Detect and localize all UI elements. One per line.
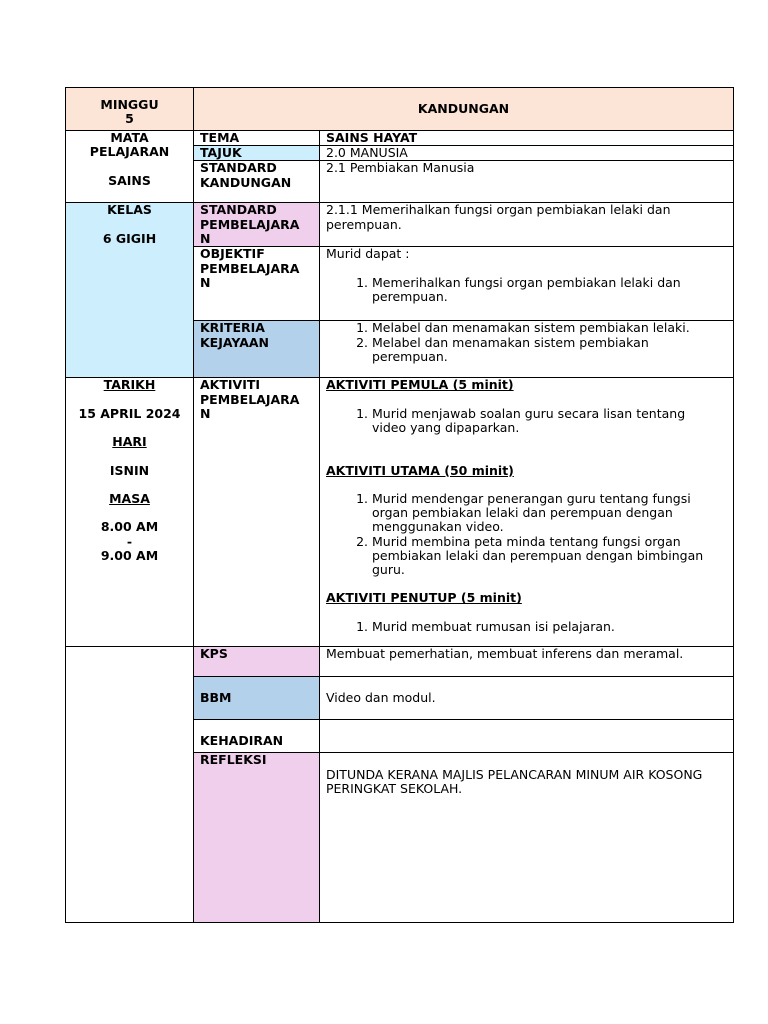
kriteria-label [194,321,320,378]
list-item [372,276,727,304]
bbm-value: Video dan modul. [320,677,734,720]
class-value: 6 GIGIH [102,230,157,246]
hari-label: HARI [112,434,147,450]
list-item-line: 1. Murid membuat rumusan isi pelajaran. [372,618,615,634]
list-item-line: perempuan. [372,348,448,364]
tema-label: TEMA [194,131,320,146]
standard-pembelajaran-row [66,203,734,247]
class-cell [66,203,194,378]
objektif-list [326,276,727,304]
sp-label-3: N [200,230,211,246]
list-item-line: 2. Murid membina peta minda tentang fungsi organ [372,533,681,549]
kehadiran-value [320,720,734,753]
objektif-label [194,247,320,321]
lesson-plan-table [65,87,734,923]
pemula-list [326,407,727,435]
sk-label-1: STANDARD [200,160,277,176]
subject-value: SAINS [108,172,151,188]
content-header: KANDUNGAN [194,88,734,131]
kriteria-label-2: KEJAYAAN [200,334,270,350]
kps-value: Membuat pemerhatian, membuat inferens dan meramal. [320,647,734,677]
standard-pembelajaran-value [320,203,734,247]
week-label: MINGGU [100,96,159,112]
kriteria-list [326,321,727,364]
kps-row [66,647,734,677]
akt-label-1: AKTIVITI [200,377,261,393]
list-item-line: video yang dipaparkan. [372,420,520,435]
header-row [66,88,734,131]
objektif-intro: Murid dapat : [326,246,410,262]
schedule-cell [66,378,194,647]
list-item-line: 1. Memerihalkan fungsi organ pembiakan lelaki dan [372,274,681,290]
list-item-line: pembiakan lelaki dan perempuan dengan bimbingan [372,547,704,563]
subject-cell [66,131,194,203]
tema-value: SAINS HAYAT [320,131,734,146]
tarikh-label: TARIKH [103,377,156,393]
list-item-line: 2. Melabel dan menamakan sistem pembiakan [372,334,649,350]
standard-kandungan-value: 2.1 Pembiakan Manusia [320,161,734,203]
obj-label-2: PEMBELAJARA [200,260,300,276]
list-item-line: 1. Melabel dan menamakan sistem pembiakan lelaki. [372,320,690,336]
tema-row [66,131,734,146]
bbm-label: BBM [194,677,320,720]
refleksi-value [320,753,734,923]
list-item [372,535,727,578]
empty-cell [66,647,194,923]
list-item [372,620,727,634]
subject-label-1: MATA [110,130,149,145]
list-item [372,492,727,535]
akt-label-3: N [200,405,211,421]
masa-start: 8.00 AM [100,519,159,535]
list-item [372,407,727,435]
kehadiran-label: KEHADIRAN [194,720,320,753]
obj-label-1: OBJEKTIF [200,246,265,262]
week-number: 5 [125,111,134,126]
sp-label-1: STANDARD [200,202,277,218]
sp-label-2: PEMBELAJARA [200,216,300,232]
sk-label-2: KANDUNGAN [200,174,292,190]
refleksi-line-2: PERINGKAT SEKOLAH. [326,780,463,796]
list-item-line: menggunakan video. [372,519,504,535]
list-item-line: organ pembiakan lelaki dan perempuan dengan [372,505,673,521]
list-item-line: 1. Murid menjawab soalan guru secara lisan tentang [372,405,686,421]
subject-label-2: PELAJARAN [89,144,170,160]
list-item-line: 1. Murid mendengar penerangan guru tentang fungsi [372,490,691,506]
aktiviti-label [194,378,320,647]
class-label: KELAS [107,202,152,218]
objektif-value [320,247,734,321]
penutup-title: AKTIVITI PENUTUP (5 minit) [326,590,522,606]
hari-value: ISNIN [109,462,150,478]
list-item-line: perempuan. [372,289,448,304]
aktiviti-value [320,378,734,647]
refleksi-line-1: DITUNDA KERANA MAJLIS PELANCARAN MINUM AIR KOSONG [326,766,703,782]
standard-kandungan-label [194,161,320,203]
utama-list [326,492,727,577]
masa-end: 9.00 AM [100,547,159,563]
kps-label: KPS [194,647,320,677]
tajuk-label: TAJUK [194,146,320,161]
aktiviti-row [66,378,734,647]
utama-title: AKTIVITI UTAMA (50 minit) [326,462,514,478]
week-header [66,88,194,131]
akt-label-2: PEMBELAJARA [200,391,300,407]
tajuk-value: 2.0 MANUSIA [320,146,734,161]
list-item [372,336,727,364]
standard-pembelajaran-label [194,203,320,247]
kriteria-value [320,321,734,378]
masa-label: MASA [109,490,150,506]
masa-separator: - [126,533,133,549]
list-item-line: guru. [372,561,405,577]
tarikh-value: 15 APRIL 2024 [78,405,181,421]
obj-label-3: N [200,274,211,290]
pemula-title: AKTIVITI PEMULA (5 minit) [326,377,514,393]
penutup-list [326,620,727,634]
list-item [372,321,727,335]
refleksi-label: REFLEKSI [194,753,320,923]
sp-line-2: perempuan. [326,216,402,232]
sp-line-1: 2.1.1 Memerihalkan fungsi organ pembiakan lelaki dan [326,202,671,218]
kriteria-label-1: KRITERIA [200,320,265,336]
